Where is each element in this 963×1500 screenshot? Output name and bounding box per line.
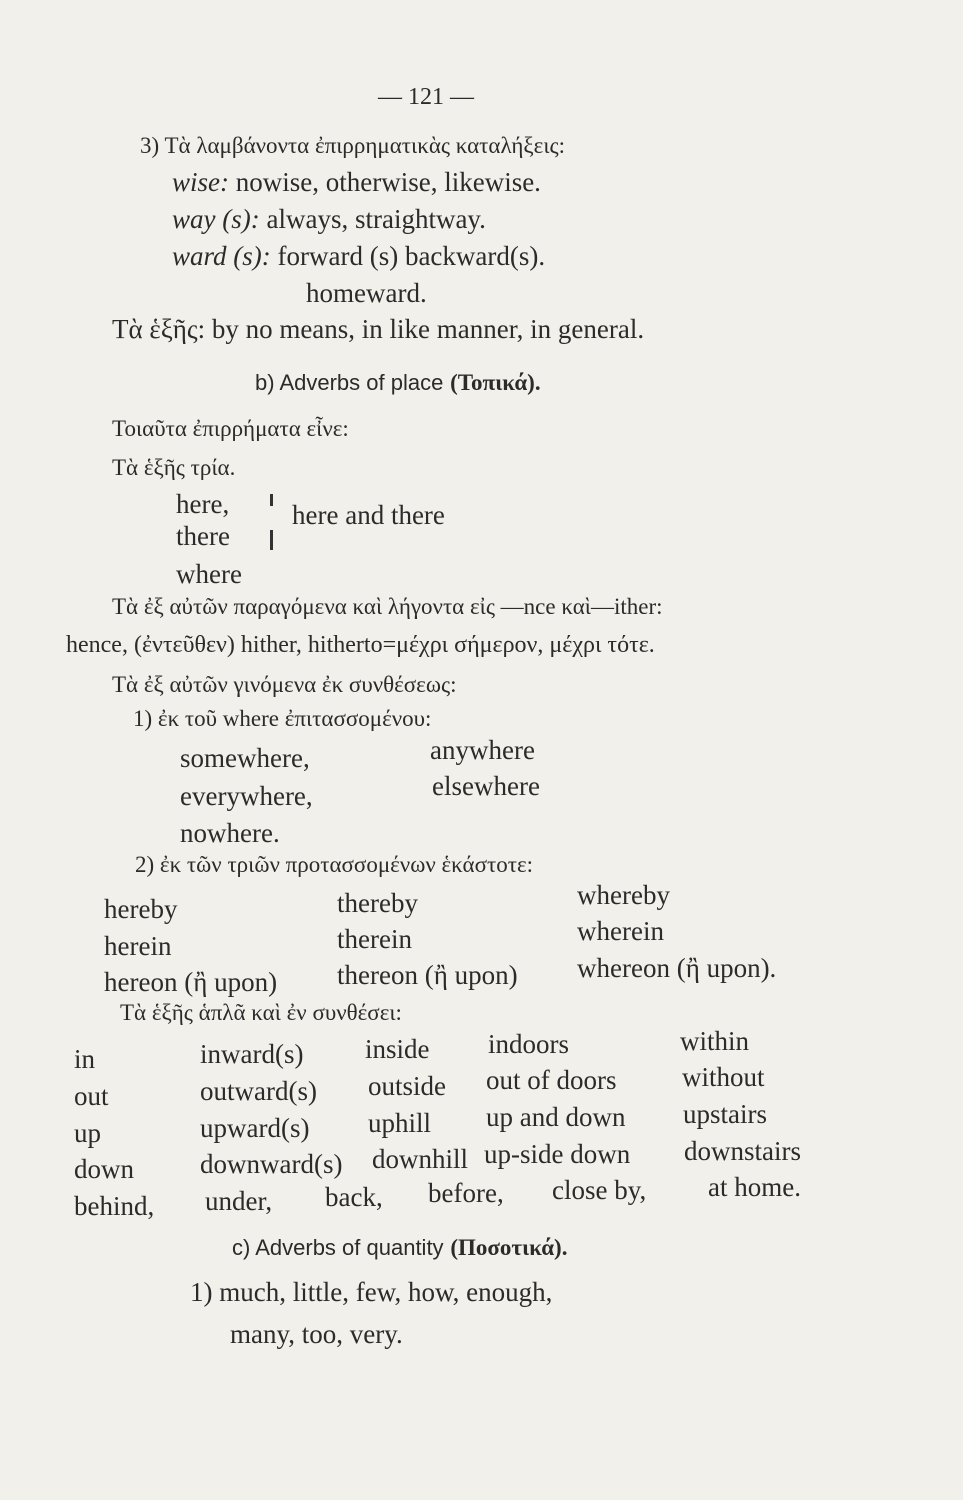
hence-line: hence, (ἐντεῦθεν) hither, hitherto=μέχρι σήμερον, μέχρι τότε. [66, 632, 655, 658]
section-c-heading-text: c) Adverbs of quantity [232, 1235, 444, 1260]
grid-close-by: close by, [552, 1175, 647, 1205]
grid-indoors: indoors [488, 1029, 569, 1059]
quantity-line-1: 1) much, little, few, how, enough, [190, 1277, 553, 1307]
grid-outside: outside [368, 1071, 446, 1101]
brace-top [270, 494, 273, 506]
word-here: here, [176, 489, 230, 519]
sub-2: 2) ἐκ τῶν τριῶν προτασσομένων ἑκάστοτε: [135, 852, 534, 877]
section-3-title: 3) Τὰ λαμβάνοντα ἐπιρρηματικὰς καταλήξεις: [140, 133, 566, 158]
ward-text: forward (s) backward(s). [270, 241, 546, 271]
brace-bottom [270, 530, 273, 550]
derived-intro: Τὰ ἐξ αὐτῶν παραγόμενα καὶ λήγοντα εἰς —nce καὶ—ither: [112, 594, 663, 619]
way-line [172, 203, 486, 235]
grid-up: up [74, 1118, 101, 1148]
grid-at-home: at home. [708, 1172, 801, 1202]
grid-out-of-doors: out of doors [486, 1065, 617, 1095]
grid-downward: downward(s) [200, 1149, 343, 1179]
grid-down: down [74, 1154, 134, 1184]
grid-upward: upward(s) [200, 1113, 310, 1143]
grid-in: in [74, 1044, 96, 1074]
grid-downhill: downhill [372, 1144, 469, 1174]
somewhere: somewhere, [180, 743, 310, 773]
section-b-heading-greek: (Τοπικά). [450, 370, 541, 395]
wise-text: nowise, otherwise, likewise. [229, 167, 541, 197]
grid-back: back, [325, 1182, 383, 1212]
wise-label: wise: [172, 167, 229, 197]
therein: therein [337, 924, 412, 954]
section-c-heading [232, 1230, 567, 1264]
grid-behind: behind, [74, 1191, 155, 1221]
grid-inward: inward(s) [200, 1039, 304, 1069]
intro-line-1: Τοιαῦτα ἐπιρρήματα εἶνε: [112, 416, 349, 441]
page-number: — 121 — [378, 84, 474, 110]
way-text: always, straightway. [259, 204, 486, 234]
intro-line-2: Τὰ ἑξῆς τρία. [112, 455, 236, 480]
grid-uphill: uphill [368, 1108, 432, 1138]
thereby: thereby [337, 888, 418, 918]
wise-line [172, 166, 541, 198]
anywhere: anywhere [430, 735, 535, 765]
grid-upstairs: upstairs [683, 1099, 767, 1129]
grid-without: without [682, 1062, 765, 1092]
herein: herein [104, 931, 172, 961]
word-where: where [176, 559, 242, 589]
hereby: hereby [104, 894, 178, 924]
simple-intro: Τὰ ἑξῆς ἁπλᾶ καὶ ἐν συνθέσει: [120, 1000, 402, 1025]
ward-line [172, 240, 545, 272]
word-there: there [176, 521, 230, 551]
way-label: way (s): [172, 204, 260, 234]
grid-up-side-down: up-side down [484, 1139, 631, 1169]
compound-intro: Τὰ ἐξ αὐτῶν γινόμενα ἐκ συνθέσεως: [112, 672, 457, 697]
ward-label: ward (s): [172, 241, 271, 271]
nowhere: nowhere. [180, 818, 280, 848]
elsewhere: elsewhere [432, 771, 540, 801]
thereon: thereon (ἢ upon) [337, 960, 518, 990]
section-b-heading-text: b) Adverbs of place [255, 370, 444, 395]
whereby: whereby [577, 880, 670, 910]
grid-inside: inside [365, 1034, 430, 1064]
grid-under: under, [205, 1186, 273, 1216]
grid-within: within [680, 1026, 750, 1056]
quantity-line-2: many, too, very. [230, 1319, 403, 1349]
grid-downstairs: downstairs [684, 1136, 801, 1166]
here-and-there: here and there [292, 500, 445, 530]
grid-before: before, [428, 1178, 504, 1208]
hereon: hereon (ἢ upon) [104, 967, 278, 997]
wherein: wherein [577, 916, 664, 946]
everywhere: everywhere, [180, 781, 313, 811]
homeward: homeward. [306, 278, 427, 308]
grid-outward: outward(s) [200, 1076, 317, 1106]
exis-line: Τὰ ἑξῆς: by no means, in like manner, in general. [112, 314, 645, 344]
sub-1: 1) ἐκ τοῦ where ἐπιτασσομένου: [133, 706, 432, 731]
section-c-heading-greek: (Ποσοτικά). [450, 1235, 568, 1260]
section-b-heading [255, 365, 541, 399]
grid-out: out [74, 1081, 109, 1111]
whereon: whereon (ἢ upon). [577, 953, 777, 983]
grid-up-and-down: up and down [486, 1102, 626, 1132]
